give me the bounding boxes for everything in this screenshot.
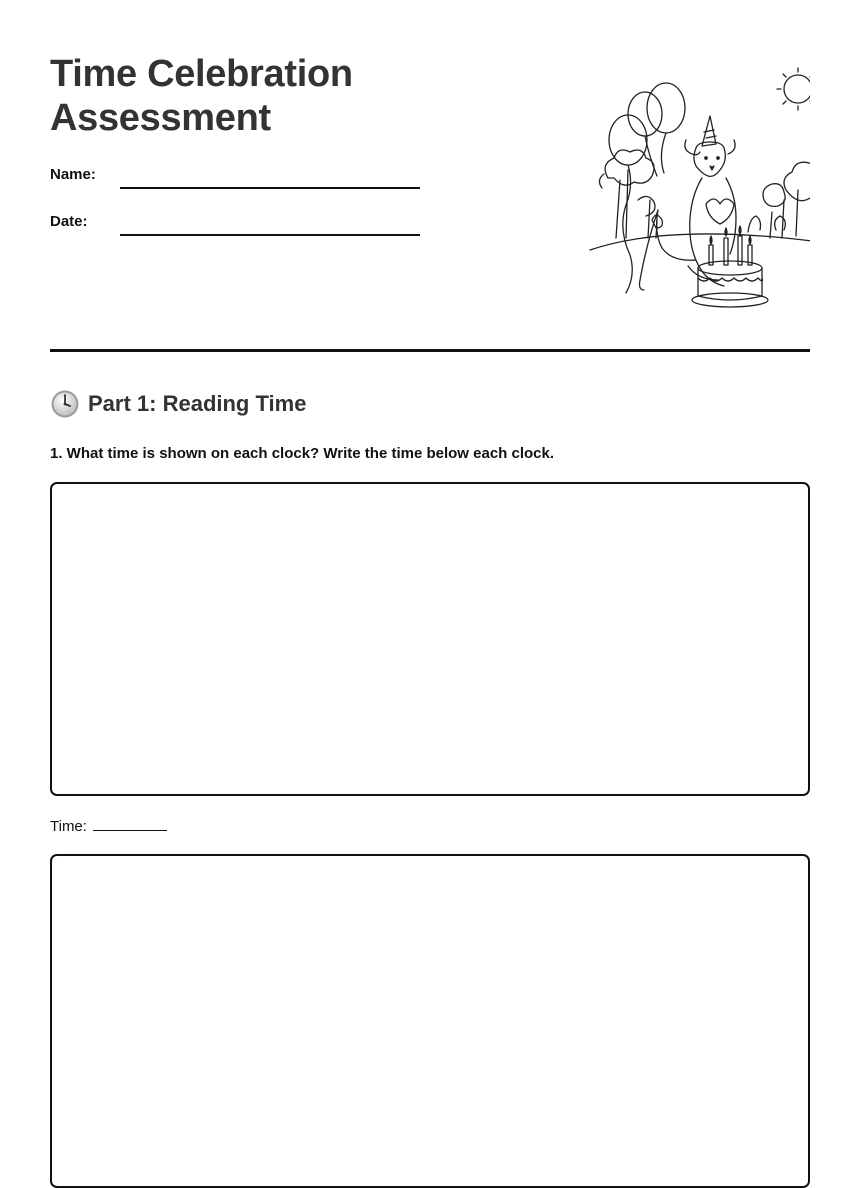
clock-icon: [50, 389, 80, 419]
header-divider: [50, 349, 810, 352]
title-line-1: Time Celebration: [50, 53, 353, 95]
date-line[interactable]: [120, 234, 420, 236]
name-label: Name:: [50, 166, 96, 183]
part1-heading: [50, 388, 306, 420]
name-line[interactable]: [120, 187, 420, 189]
clock-box-2: [50, 854, 810, 1188]
date-field[interactable]: [50, 211, 420, 237]
date-label: Date:: [50, 213, 88, 230]
birthday-cake-icon: [692, 226, 768, 307]
worksheet-page: [50, 0, 810, 1161]
balloons-icon: [609, 83, 685, 293]
name-field[interactable]: [50, 164, 420, 190]
sun-icon: [777, 68, 810, 110]
title-line-2: Assessment: [50, 97, 271, 139]
part1-title: Part 1: Reading Time: [88, 391, 307, 416]
answer-row-1[interactable]: [50, 816, 167, 835]
right-trees-icon: [748, 162, 810, 240]
time-label: Time:: [50, 818, 87, 835]
clock-box-1: [50, 482, 810, 796]
worksheet-title: [50, 52, 470, 140]
question-1: 1. What time is shown on each clock? Write the time below each clock.: [50, 445, 555, 462]
time-answer-blank[interactable]: [93, 816, 167, 831]
kangaroo-birthday-illustration: [538, 60, 810, 312]
ground-line: [590, 234, 810, 250]
